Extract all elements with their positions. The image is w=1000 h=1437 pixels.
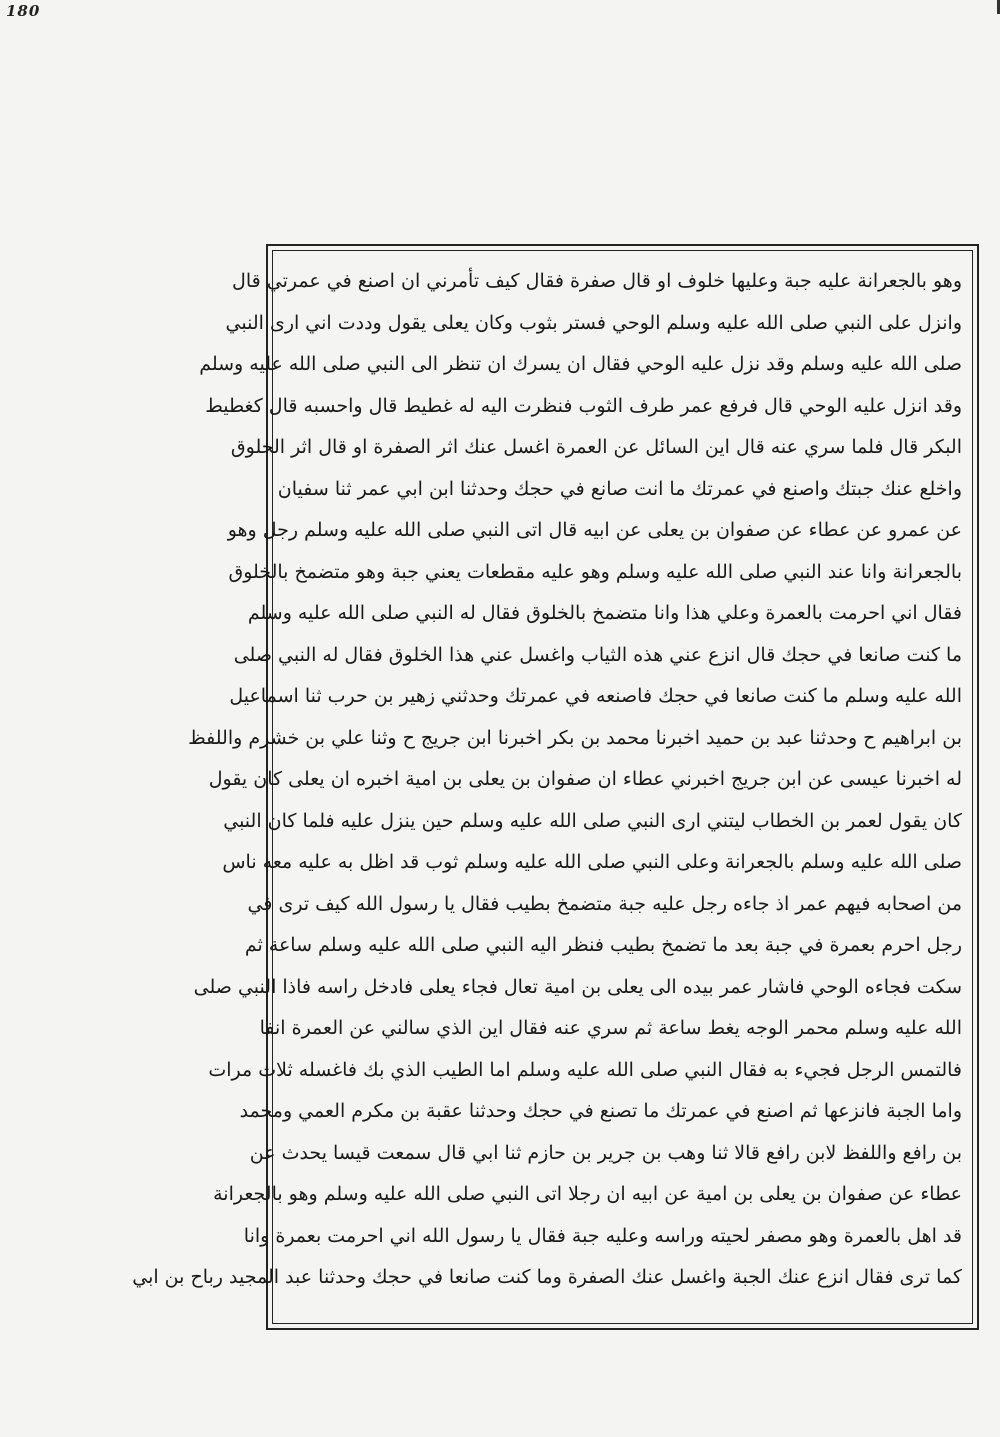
text-line: فالتمس الرجل فجيء به فقال النبي صلى الله عليه وسلم اما الطيب الذي بك فاغسله ثلاث مرات	[208, 1058, 962, 1081]
text-line: سكت فجاءه الوحي فاشار عمر بيده الى يعلى بن امية تعال فجاء يعلى فادخل راسه فاذا النبي صلى	[193, 975, 962, 998]
text-line: صلى الله عليه وسلم بالجعرانة وعلى النبي صلى الله عليه وسلم ثوب قد اظل به عليه معه ناس	[222, 851, 962, 873]
text-line: صلى الله عليه وسلم وقد نزل عليه الوحي فقال ان يسرك ان تنظر الى النبي صلى الله عليه وسلم	[199, 353, 962, 375]
text-line: له اخبرنا عيسى عن ابن جريج اخبرني عطاء ان صفوان بن يعلى بن امية اخبره ان يعلى كان يقول	[208, 768, 962, 790]
manuscript-text-block	[132, 261, 962, 1299]
text-line: عطاء عن صفوان بن يعلى بن امية عن ابيه ان رجلا اتى النبي صلى الله عليه وسلم وهو بالجعرانة	[213, 1183, 962, 1205]
text-line: ما كنت صانعا في حجك قال انزع عني هذه الثياب واغسل عني هذا الخلوق فقال له النبي صلى	[233, 643, 962, 666]
text-line: البكر قال فلما سري عنه قال اين السائل عن العمرة اغسل عنك اثر الصفرة او قال اثر الخلوق	[230, 436, 962, 458]
text-line: وقد انزل عليه الوحي قال فرفع عمر طرف الثوب فنظرت اليه له غطيط قال واحسبه قال كغطيط	[205, 394, 962, 417]
text-line: قد اهل بالعمرة وهو مصفر لحيته وراسه وعليه جبة فقال يا رسول الله اني احرمت بعمرة وانا	[243, 1224, 962, 1247]
page-number: 180	[6, 2, 41, 20]
text-line: من اصحابه فيهم عمر اذ جاءه رجل عليه جبة متضمخ بطيب فقال يا رسول الله كيف ترى في	[247, 892, 962, 915]
text-line: فقال اني احرمت بالعمرة وعلي هذا وانا متضمخ بالخلوق فقال له النبي صلى الله عليه وسلم	[247, 602, 962, 624]
text-line: بن ابراهيم ح وحدثنا عبد بن حميد اخبرنا محمد بن بكر اخبرنا ابن جريج ح وثنا علي بن خشرم واللفظ	[188, 726, 962, 749]
text-frame-inner	[132, 250, 973, 1324]
text-line: الله عليه وسلم ما كنت صانعا في حجك فاصنعه في عمرتك وحدثني زهير بن حرب ثنا اسماعيل	[229, 685, 962, 707]
text-line: واما الجبة فانزعها ثم اصنع في عمرتك ما تصنع في حجك وحدثنا عقبة بن مكرم العمي ومحمد	[239, 1100, 962, 1122]
text-frame-outer	[132, 244, 979, 1330]
text-line: كان يقول لعمر بن الخطاب ليتني ارى النبي صلى الله عليه وسلم حين ينزل عليه فلما كان النبي	[223, 809, 962, 832]
text-line: وهو بالجعرانة عليه جبة وعليها خلوف او قال صفرة فقال كيف تأمرني ان اصنع في عمرتي قال	[232, 270, 962, 292]
text-line: الله عليه وسلم محمر الوجه يغط ساعة ثم سري عنه فقال اين الذي سالني عن العمرة انفا	[259, 1017, 962, 1039]
text-line: كما ترى فقال انزع عنك الجبة واغسل عنك الصفرة وما كنت صانعا في حجك وحدثنا عبد المجيد رباح بن ابي	[132, 1266, 962, 1288]
text-line: واخلع عنك جبتك واصنع في عمرتك ما انت صانع في حجك وحدثنا ابن ابي عمر ثنا سفيان	[277, 477, 962, 500]
text-line: بن رافع واللفظ لابن رافع قالا ثنا وهب بن جرير بن حازم ثنا ابي قال سمعت قيسا يحدث عن	[249, 1141, 962, 1164]
text-line: بالجعرانة وانا عند النبي صلى الله عليه وسلم وهو عليه مقطعات يعني جبة وهو متضمخ بالخلوق	[228, 560, 962, 583]
text-line: وانزل على النبي صلى الله عليه وسلم الوحي فستر بثوب وكان يعلى يقول وددت اني ارى النبي	[225, 311, 962, 334]
text-line: عن عمرو عن عطاء عن صفوان بن يعلى عن ابيه قال اتى النبي صلى الله عليه وسلم رجل وهو	[227, 519, 962, 541]
text-line: رجل احرم بعمرة في جبة بعد ما تضمخ بطيب فنظر اليه النبي صلى الله عليه وسلم ساعة ثم	[244, 934, 962, 956]
